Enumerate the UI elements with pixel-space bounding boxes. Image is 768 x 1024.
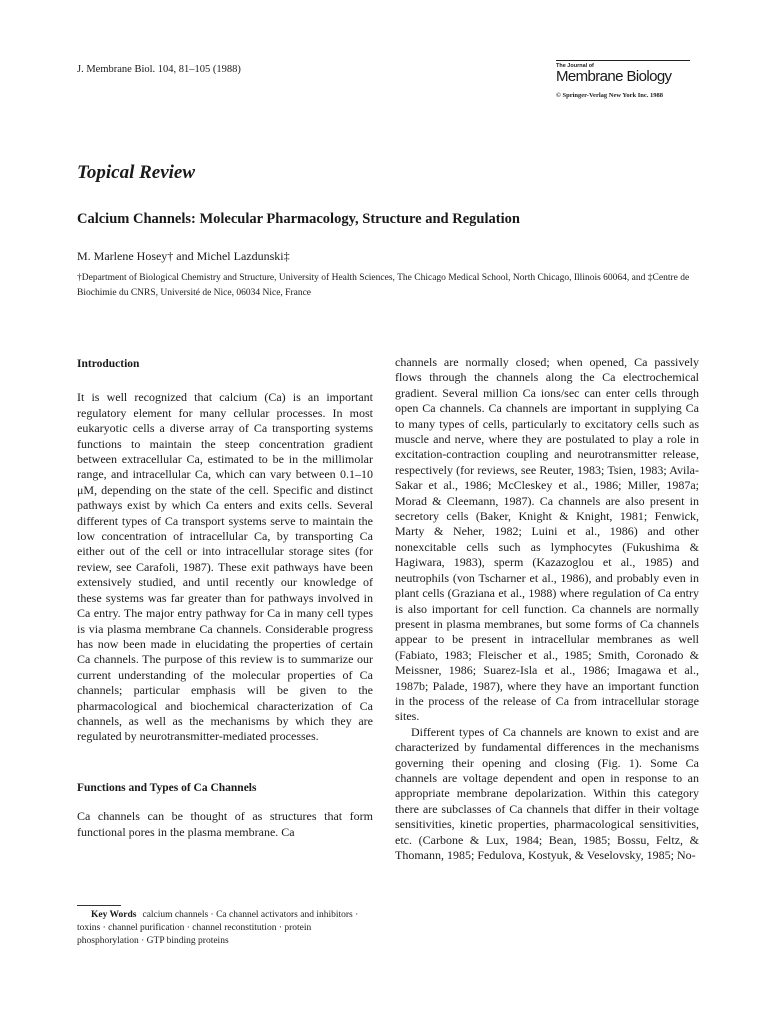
functions-heading: Functions and Types of Ca Channels	[77, 781, 257, 794]
journal-masthead	[556, 60, 690, 99]
keywords-label: Key Words	[91, 910, 137, 920]
left-column	[77, 357, 373, 840]
right-column	[395, 355, 699, 863]
masthead-rule	[556, 60, 690, 61]
right-paragraph-1: channels are normally closed; when opened, Ca passively flows through the channels along the Ca electrochemical gradient. Several million Ca ions/sec can enter cells through open Ca channels. Ca channels are important in supplying Ca to many types of cells, particularly to excitatory cells such as muscle and nerve, where they are postulated to play a role in excitation-contraction coupling and neurotransmitter release, respectively (for reviews, see Reuter, 1983; Tsien, 1983; Avila-Sakar et al., 1986; McCleskey et al., 1986; Miller, 1987a; Morad & Cleemann, 1987). Ca channels are also present in secretory cells (Baker, Knight & Knight, 1981; Fenwick, Marty & Neher, 1982; Luini et al., 1986) and other nonexcitable cells such as lymphocytes (Fukushima & Hagiwara, 1983), sperm (Kazazoglou et al., 1985) and neutrophils (von Tscharner et al., 1986), and probably even in plant cells (Graziana et al., 1988) where regulation of Ca entry is also important for cell function. Ca channels are normally present in plasma membranes, but some forms of Ca channels appear to be present in intracellular membranes as well (Fabiato, 1983; Fleischer et al., 1985; Smith, Coronado & Meissner, 1986; Suarez-Isla et al., 1986; Imagawa et al., 1987b; Palade, 1987), where they have an important function in the process of the release of Ca from intracellular storage sites.	[395, 355, 699, 724]
functions-paragraph: Ca channels can be thought of as structures that form functional pores in the plasma membrane. Ca	[77, 809, 373, 839]
journal-small-label: The Journal of	[556, 63, 594, 69]
article-authors: M. Marlene Hosey† and Michel Lazdunski‡	[77, 249, 290, 263]
article-title: Calcium Channels: Molecular Pharmacology, Structure and Regulation	[77, 211, 520, 227]
journal-copyright: © Springer-Verlag New York Inc. 1988	[556, 92, 664, 99]
author-affiliation: †Department of Biological Chemistry and Structure, University of Health Sciences, The Chicago Medical School, North Chicago, Illinois 60064, and ‡Centre de Biochimie du CNRS, Université de Nice, 06034 Nice, France	[77, 273, 690, 298]
section-type: Topical Review	[77, 162, 196, 183]
introduction-paragraph: It is well recognized that calcium (Ca) is an important regulatory element for many cellular processes. In most eukaryotic cells a diverse array of Ca transporting systems functions to maintain the steep concentration gradient between extracellular Ca, estimated to be in the millimolar range, and intracellular Ca, which can vary between 0.1–10 μM, depending on the state of the cell. Specific and distinct pathways exist by which Ca enters and exits cells. Several different types of Ca transport systems serve to maintain the low concentration of intracellular Ca, by transporting Ca either out of the cell or into intracellular storage sites (for review, see Carafoli, 1987). These exit pathways have been extensively studied, and until recently our knowledge of these systems was far greater than for pathways involved in Ca entry. The major entry pathway for Ca in many cell types is via plasma membrane Ca channels. Considerable progress has now been made in elucidating the properties of certain Ca channels. The purpose of this review is to summarize our current understanding of the molecular properties of Ca channels; particular emphasis will be given to the pharmacological and biochemical characterization of Ca channels, as well as the mechanisms by which they are regulated by neurotransmitter-mediated processes.	[77, 390, 373, 744]
footnote-rule	[77, 905, 121, 906]
right-paragraph-2: Different types of Ca channels are known to exist and are characterized by fundamental differences in the mechanisms governing their opening and closing (Fig. 1). Some Ca channels are voltage dependent and open in response to an appropriate membrane depolarization. Within this category there are subclasses of Ca channels that differ in their voltage sensitivities, kinetic properties, pharmacological sensitivities, etc. (Carbone & Lux, 1984; Bean, 1985; Bossu, Feltz, & Thomann, 1985; Fedulova, Kostyuk, & Veselovsky, 1985; No-	[395, 724, 699, 862]
introduction-heading: Introduction	[77, 358, 140, 370]
keywords-text: calcium channels · Ca channel activators and inhibitors · toxins · channel purification · channel reconstitution · protein phosphorylation · GTP binding proteins	[77, 910, 359, 946]
keywords-footnote	[77, 909, 373, 948]
journal-name: Membrane Biology	[556, 68, 672, 85]
journal-citation: J. Membrane Biol. 104, 81–105 (1988)	[77, 64, 241, 75]
